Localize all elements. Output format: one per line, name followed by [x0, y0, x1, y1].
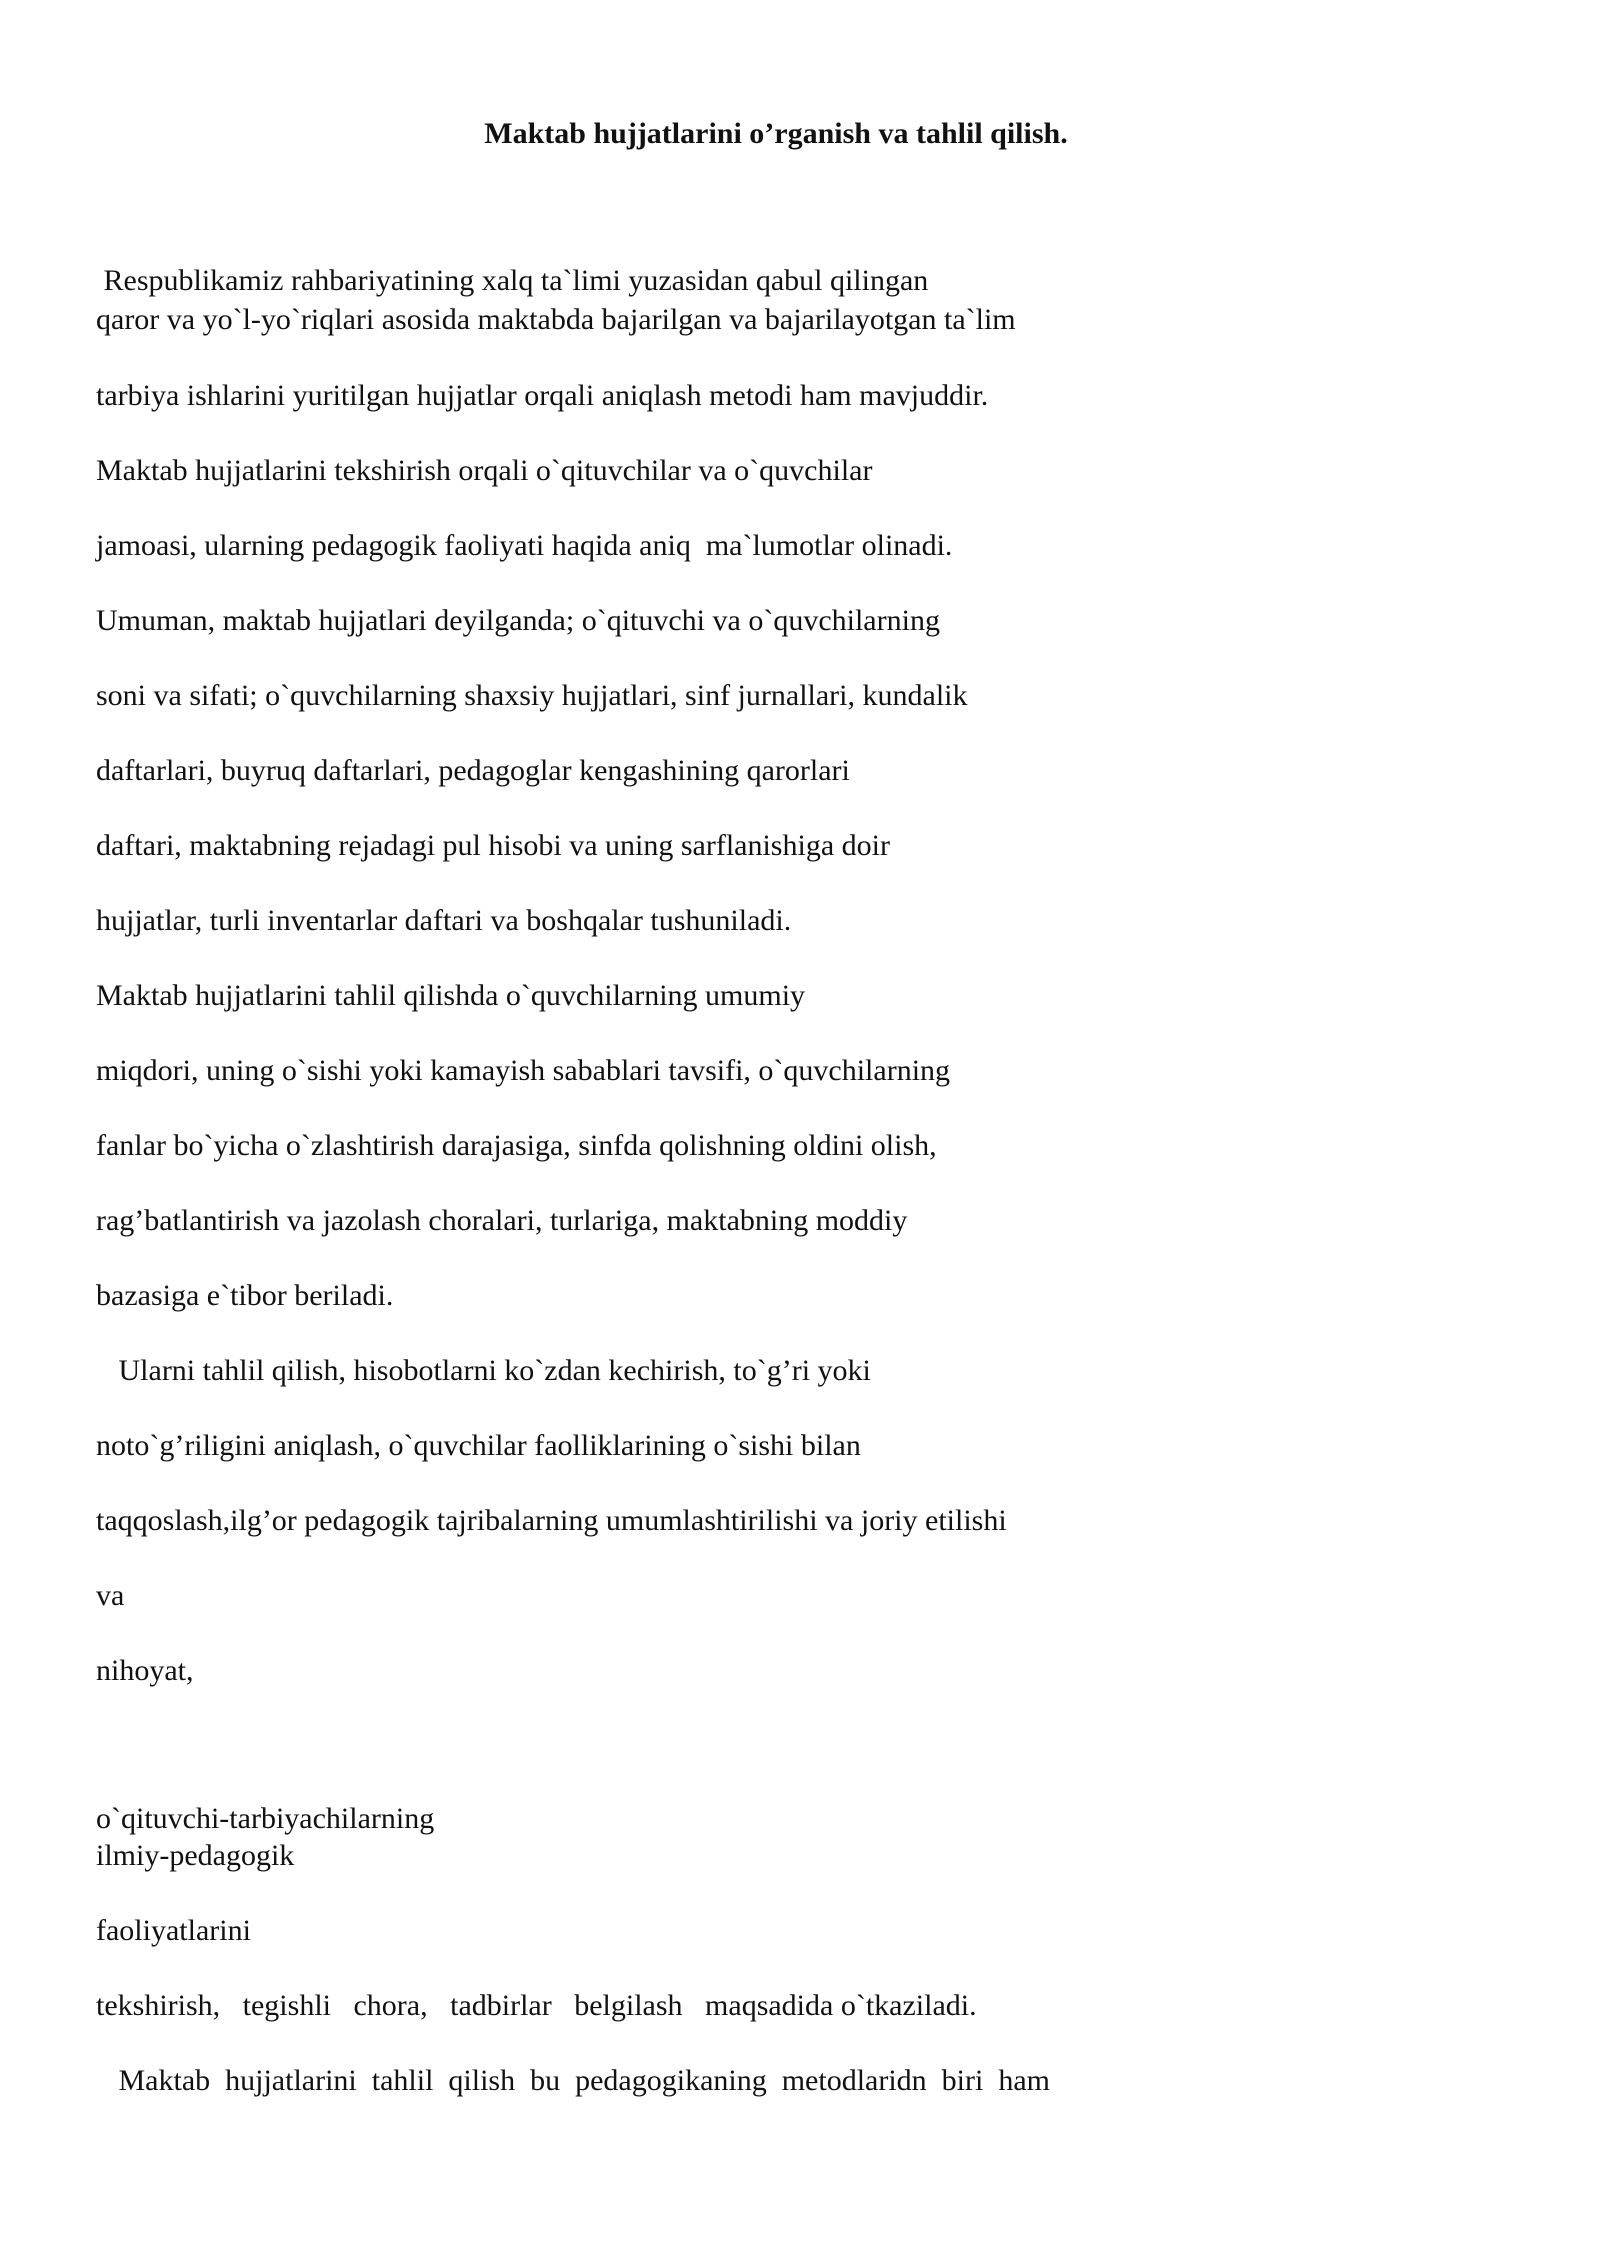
text-line: ilmiy-pedagogik	[96, 1839, 295, 1872]
text-line: tekshirish, tegishli chora, tadbirlar belgilash maqsadida o`tkaziladi.	[96, 1989, 977, 2022]
text-line: Ularni tahlil qilish, hisobotlarni ko`zdan kechirish, to`g’ri yoki	[96, 1354, 871, 1387]
text-line: rag’batlantirish va jazolash choralari, turlariga, maktabning moddiy	[96, 1204, 908, 1237]
text-line: bazasiga e`tibor beriladi.	[96, 1279, 394, 1312]
text-line: Maktab hujjatlarini tahlil qilish bu pedagogikaning metodlaridn biri ham	[96, 2064, 1050, 2097]
text-line: va	[96, 1579, 125, 1612]
text-line: Respublikamiz rahbariyatining xalq ta`limi yuzasidan qabul qilingan	[96, 264, 929, 297]
document-title: Maktab hujjatlarini o’rganish va tahlil qilish.	[484, 117, 1068, 150]
text-line: miqdori, uning o`sishi yoki kamayish sabablari tavsifi, o`quvchilarning	[96, 1054, 951, 1087]
text-line: soni va sifati; o`quvchilarning shaxsiy hujjatlari, sinf jurnallari, kundalik	[96, 679, 968, 712]
text-line: tarbiya ishlarini yuritilgan hujjatlar orqali aniqlash metodi ham mavjuddir.	[96, 379, 989, 412]
text-line: taqqoslash,ilg’or pedagogik tajribalarning umumlashtirilishi va joriy etilishi	[96, 1504, 1007, 1537]
text-line: Maktab hujjatlarini tahlil qilishda o`quvchilarning umumiy	[96, 979, 806, 1012]
text-line: faoliyatlarini	[96, 1914, 251, 1947]
text-line: hujjatlar, turli inventarlar daftari va boshqalar tushuniladi.	[96, 904, 792, 937]
text-line: daftarlari, buyruq daftarlari, pedagoglar kengashining qarorlari	[96, 754, 850, 787]
text-line: Maktab hujjatlarini tekshirish orqali o`qituvchilar va o`quvchilar	[96, 454, 873, 487]
text-line: nihoyat,	[96, 1654, 194, 1687]
text-line: daftari, maktabning rejadagi pul hisobi va uning sarflanishiga doir	[96, 829, 890, 862]
text-line: qaror va yo`l-yo`riqlari asosida maktabda bajarilgan va bajarilayotgan ta`lim	[96, 303, 1016, 336]
text-line: jamoasi, ularning pedagogik faoliyati haqida aniq ma`lumotlar olinadi.	[96, 529, 953, 562]
text-line: Umuman, maktab hujjatlari deyilganda; o`qituvchi va o`quvchilarning	[96, 604, 940, 637]
text-line: noto`g’riligini aniqlash, o`quvchilar faolliklarining o`sishi bilan	[96, 1429, 861, 1462]
text-line: o`qituvchi-tarbiyachilarning	[96, 1802, 435, 1835]
text-line: fanlar bo`yicha o`zlashtirish darajasiga, sinfda qolishning oldini olish,	[96, 1129, 937, 1162]
